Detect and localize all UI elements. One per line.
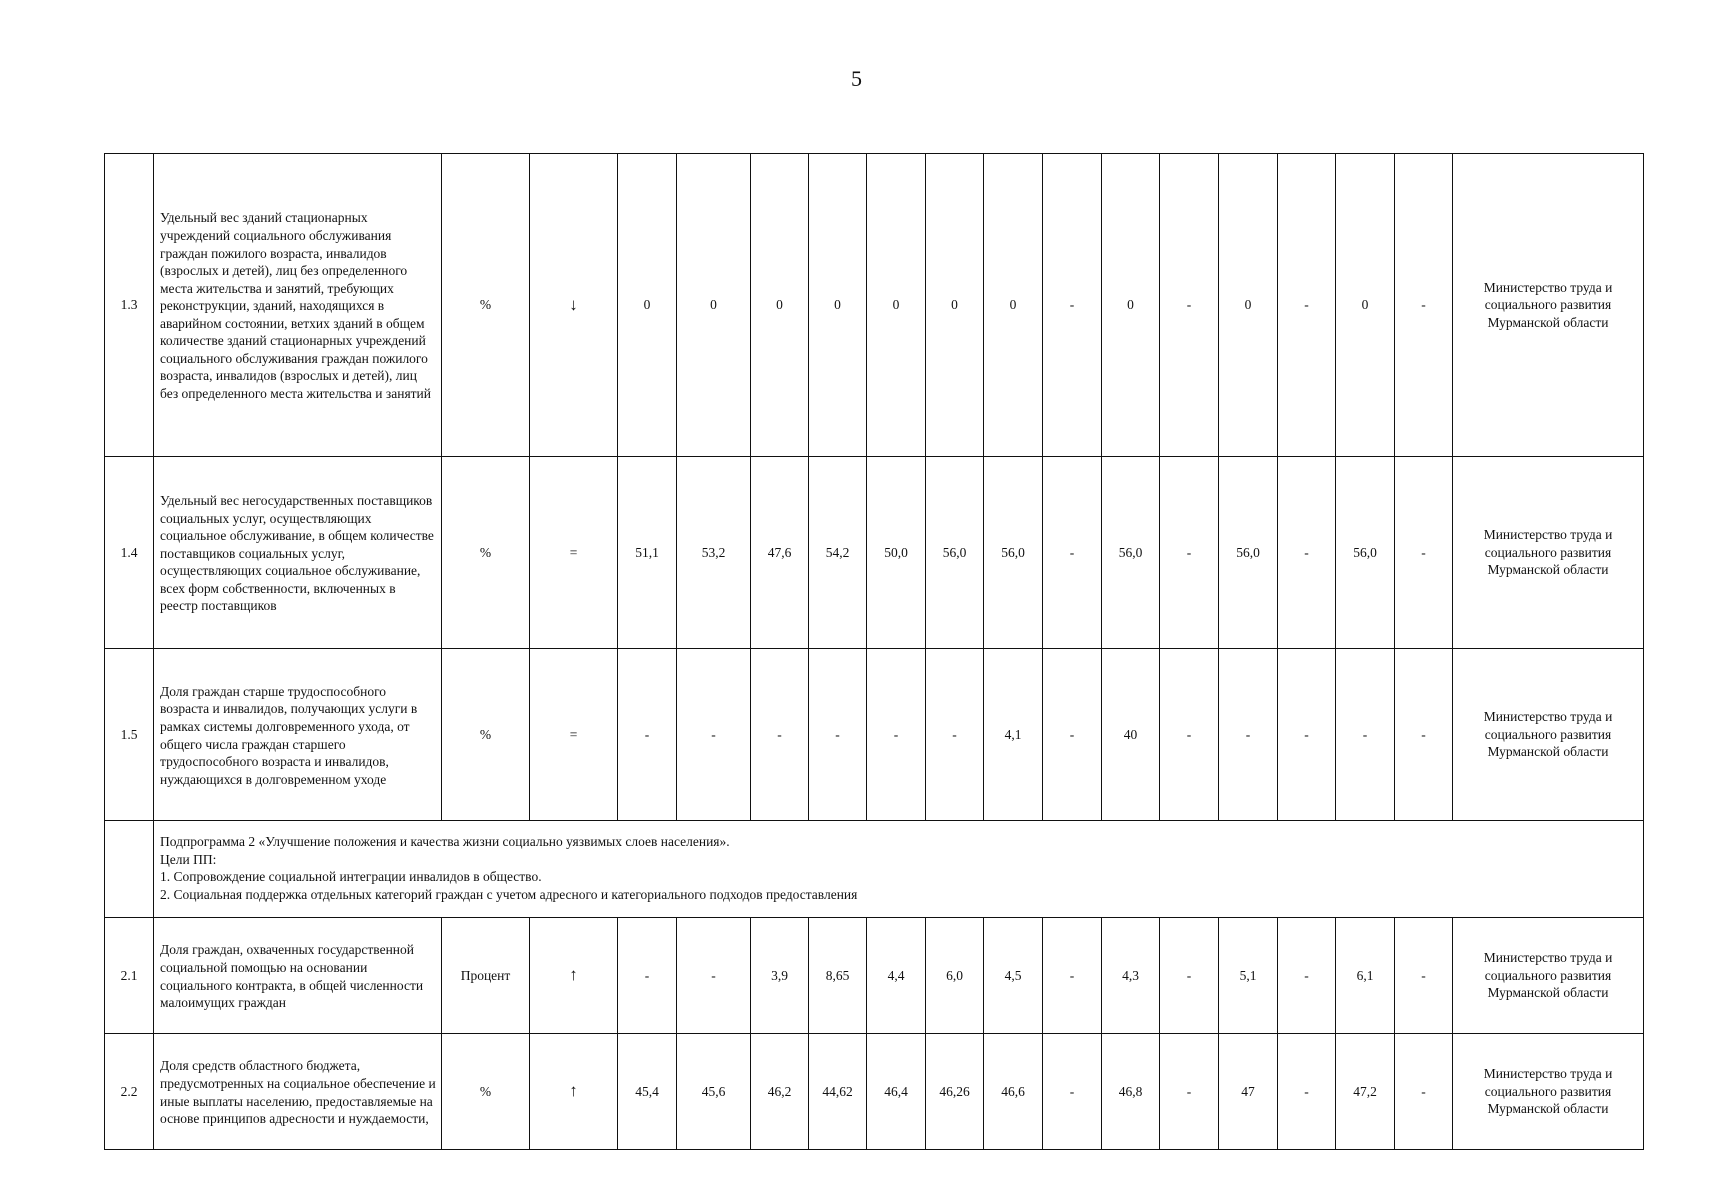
value-cell: -	[1043, 649, 1102, 821]
value-cell: -	[1395, 1034, 1453, 1150]
table-row	[105, 918, 1644, 1034]
value-cell: -	[1160, 918, 1219, 1034]
value-cell: 40	[1102, 649, 1160, 821]
responsible-body: Министерство труда и социального развития Мурманской области	[1453, 918, 1644, 1034]
value-cell: -	[1278, 154, 1336, 457]
subprogram-goals-label: Цели ПП:	[160, 851, 217, 867]
value-cell: -	[1160, 457, 1219, 649]
indicator-name: Удельный вес зданий стационарных учреждений социального обслуживания граждан пожилого возраста, инвалидов (взрослых и детей), лиц без определенного места жительства и занятий, требующих реконструкции, зданий, находящихся в аварийном состоянии, ветхих зданий в общем количестве зданий стационарных учреждений социального обслуживания граждан пожилого возраста, инвалидов (взрослых и детей), лиц без определенного места жительства и занятий	[154, 154, 442, 457]
value-cell: 0	[677, 154, 751, 457]
indicator-name: Доля средств областного бюджета, предусмотренных на социальное обеспечение и иные выплаты населению, предоставляемые на основе принципов адресности и нуждаемости,	[154, 1034, 442, 1150]
value-cell: -	[1219, 649, 1278, 821]
unit: %	[442, 154, 530, 457]
value-cell: -	[1043, 457, 1102, 649]
value-cell: -	[1395, 457, 1453, 649]
value-cell: 0	[1336, 154, 1395, 457]
value-cell: 4,4	[867, 918, 926, 1034]
value-cell: 56,0	[926, 457, 984, 649]
value-cell: 47,6	[751, 457, 809, 649]
row-number: 1.3	[105, 154, 154, 457]
unit: %	[442, 457, 530, 649]
value-cell: 0	[926, 154, 984, 457]
value-cell: 56,0	[984, 457, 1043, 649]
value-cell: -	[867, 649, 926, 821]
table-row	[105, 1034, 1644, 1150]
value-cell: 4,3	[1102, 918, 1160, 1034]
value-cell: -	[926, 649, 984, 821]
value-cell: 5,1	[1219, 918, 1278, 1034]
subprogram-goal: 2. Социальная поддержка отдельных категорий граждан с учетом адресного и категориального подходов предоставления	[160, 886, 858, 902]
value-cell: 0	[984, 154, 1043, 457]
indicator-name: Доля граждан, охваченных государственной социальной помощью на основании социального контракта, в общей численности малоимущих граждан	[154, 918, 442, 1034]
value-cell: 56,0	[1102, 457, 1160, 649]
value-cell: -	[618, 918, 677, 1034]
value-cell: -	[1278, 649, 1336, 821]
value-cell: 6,0	[926, 918, 984, 1034]
subprogram-description	[154, 821, 1644, 918]
value-cell: -	[1043, 918, 1102, 1034]
value-cell: -	[751, 649, 809, 821]
unit: %	[442, 649, 530, 821]
value-cell: 56,0	[1219, 457, 1278, 649]
row-number: 2.1	[105, 918, 154, 1034]
table-row	[105, 154, 1644, 457]
value-cell: 0	[1219, 154, 1278, 457]
indicator-name: Удельный вес негосударственных поставщиков социальных услуг, осуществляющих социальное обслуживание, в общем количестве поставщиков социальных услуг, осуществляющих социальное обслуживание, всех форм собственности, включенных в реестр поставщиков	[154, 457, 442, 649]
value-cell: 4,5	[984, 918, 1043, 1034]
responsible-body: Министерство труда и социального развития Мурманской области	[1453, 1034, 1644, 1150]
value-cell: 56,0	[1336, 457, 1395, 649]
responsible-body: Министерство труда и социального развития Мурманской области	[1453, 649, 1644, 821]
trend-down-arrow-icon: ↓	[530, 154, 618, 457]
value-cell: -	[1160, 154, 1219, 457]
value-cell: -	[1160, 649, 1219, 821]
value-cell: -	[618, 649, 677, 821]
unit: %	[442, 1034, 530, 1150]
value-cell: 46,26	[926, 1034, 984, 1150]
value-cell: 8,65	[809, 918, 867, 1034]
subprogram-goal: 1. Сопровождение социальной интеграции инвалидов в общество.	[160, 869, 542, 885]
value-cell: -	[1395, 154, 1453, 457]
value-cell: 4,1	[984, 649, 1043, 821]
value-cell: 3,9	[751, 918, 809, 1034]
value-cell: 0	[751, 154, 809, 457]
row-number: 1.4	[105, 457, 154, 649]
row-number: 1.5	[105, 649, 154, 821]
value-cell: 53,2	[677, 457, 751, 649]
value-cell: -	[1395, 918, 1453, 1034]
value-cell: -	[677, 918, 751, 1034]
value-cell: 50,0	[867, 457, 926, 649]
trend-up-arrow-icon: ↑	[530, 918, 618, 1034]
value-cell: -	[1160, 1034, 1219, 1150]
indicator-name: Доля граждан старше трудоспособного возраста и инвалидов, получающих услуги в рамках системы долговременного ухода, от общего числа граждан старшего трудоспособного возраста и инвалидов, нуждающихся в долговременном уходе	[154, 649, 442, 821]
indicators-table	[104, 153, 1644, 1150]
value-cell: 45,6	[677, 1034, 751, 1150]
table-row	[105, 649, 1644, 821]
value-cell: -	[677, 649, 751, 821]
value-cell: 54,2	[809, 457, 867, 649]
subprogram-title: Подпрограмма 2 «Улучшение положения и качества жизни социально уязвимых слоев населения».	[160, 834, 730, 849]
value-cell: -	[1043, 1034, 1102, 1150]
unit: Процент	[442, 918, 530, 1034]
value-cell: -	[1043, 154, 1102, 457]
value-cell: 47,2	[1336, 1034, 1395, 1150]
value-cell: -	[1336, 649, 1395, 821]
responsible-body: Министерство труда и социального развития Мурманской области	[1453, 154, 1644, 457]
trend-up-arrow-icon: ↑	[530, 1034, 618, 1150]
value-cell: 51,1	[618, 457, 677, 649]
value-cell: 0	[1102, 154, 1160, 457]
value-cell: 0	[867, 154, 926, 457]
trend-equal-icon: =	[530, 457, 618, 649]
responsible-body: Министерство труда и социального развития Мурманской области	[1453, 457, 1644, 649]
value-cell: -	[809, 649, 867, 821]
row-number: 2.2	[105, 1034, 154, 1150]
value-cell: -	[1395, 649, 1453, 821]
value-cell: -	[1278, 457, 1336, 649]
table-row	[105, 457, 1644, 649]
value-cell: -	[1278, 1034, 1336, 1150]
value-cell: 46,6	[984, 1034, 1043, 1150]
value-cell: -	[1278, 918, 1336, 1034]
value-cell: 6,1	[1336, 918, 1395, 1034]
value-cell: 45,4	[618, 1034, 677, 1150]
page-number: 5	[851, 66, 862, 91]
trend-equal-icon: =	[530, 649, 618, 821]
subprogram-number-cell	[105, 821, 154, 918]
value-cell: 46,8	[1102, 1034, 1160, 1150]
value-cell: 46,4	[867, 1034, 926, 1150]
value-cell: 0	[809, 154, 867, 457]
value-cell: 46,2	[751, 1034, 809, 1150]
value-cell: 44,62	[809, 1034, 867, 1150]
subprogram-row	[105, 821, 1644, 918]
value-cell: 47	[1219, 1034, 1278, 1150]
value-cell: 0	[618, 154, 677, 457]
